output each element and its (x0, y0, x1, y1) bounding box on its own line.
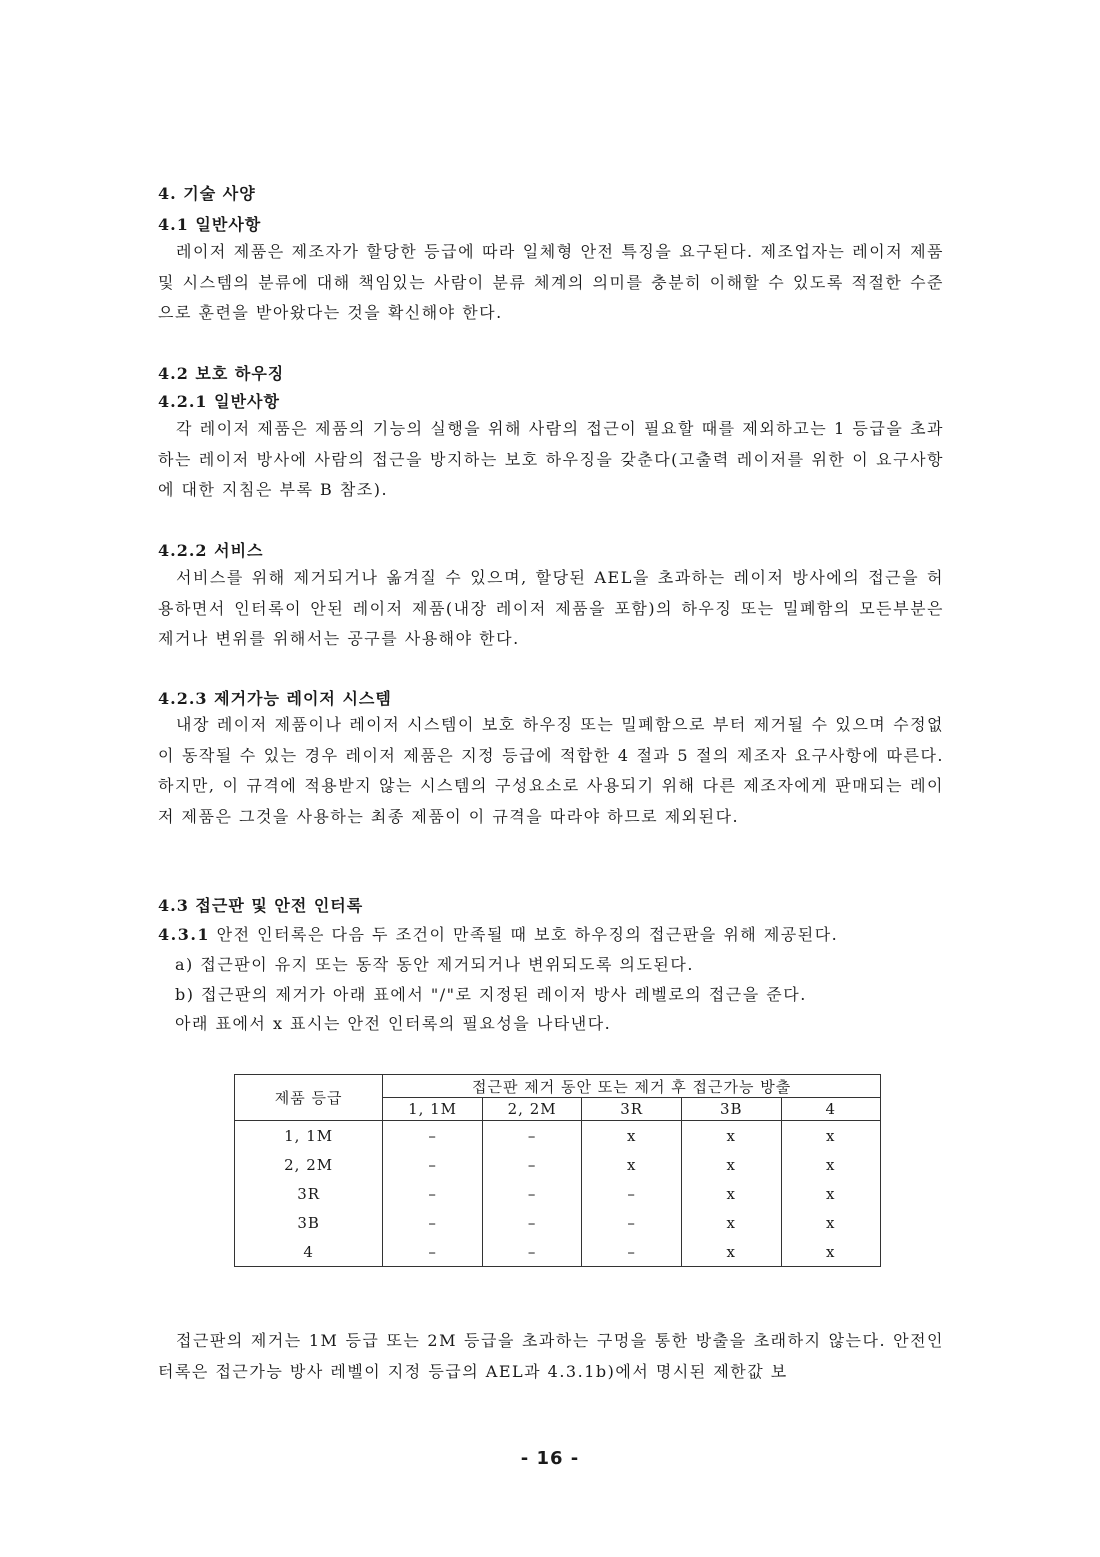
table-row (235, 1208, 881, 1237)
column-header: 2, 2M (482, 1098, 582, 1121)
table-cell: – (482, 1121, 582, 1151)
section-4-2-heading: 4.2 보호 하우징 (158, 364, 285, 383)
table-row (235, 1237, 881, 1267)
table-cell: x (681, 1208, 781, 1237)
table-row (235, 1150, 881, 1179)
table-cell: x (681, 1179, 781, 1208)
table-cell: x (781, 1121, 881, 1151)
table-cell: – (482, 1179, 582, 1208)
table-cell: – (383, 1208, 483, 1237)
row-label: 2, 2M (235, 1150, 383, 1179)
table-cell: – (482, 1237, 582, 1267)
section-4-1-heading: 4.1 일반사항 (158, 215, 262, 234)
section-4-3-1-number: 4.3.1 (158, 925, 211, 944)
row-label: 1, 1M (235, 1121, 383, 1151)
section-4-2-3-body: 내장 레이저 제품이나 레이저 시스템이 보호 하우징 또는 밀폐함으로 부터 제거될 수 있으며 수정없이 동작될 수 있는 경우 레이저 제품은 지정 등급에 적합한 4 절과 5 절의 제조자 요구사항에 따른다. 하지만, 이 규격에 적용받지 않는 시스템의 구성요소로 사용되기 위해 다른 제조자에게 판매되는 레이저 제품은 그것을 사용하는 최종 제품이 이 규격을 따라야 하므로 제외된다. (158, 715, 944, 826)
closing-paragraph: 접근판의 제거는 1M 등급 또는 2M 등급을 초과하는 구멍을 통한 방출을 초래하지 않는다. 안전인터록은 접근가능 방사 레벨이 지정 등급의 AEL과 4.3.1b)에서 명시된 제한값 보 (158, 1331, 944, 1381)
column-group-header: 접근판 제거 동안 또는 제거 후 접근가능 방출 (383, 1075, 881, 1098)
table-cell: – (482, 1208, 582, 1237)
table-cell: x (582, 1150, 682, 1179)
condition-a: a) 접근판이 유지 또는 동작 동안 제거되거나 변위되도록 의도된다. (175, 955, 694, 974)
table-cell: – (383, 1179, 483, 1208)
section-4-3-heading: 4.3 접근판 및 안전 인터록 (158, 896, 364, 915)
row-label: 3R (235, 1179, 383, 1208)
table-cell: x (681, 1121, 781, 1151)
table-note: 아래 표에서 x 표시는 안전 인터록의 필요성을 나타낸다. (175, 1014, 612, 1033)
section-4-3-1-line (158, 922, 838, 945)
column-header: 4 (781, 1098, 881, 1121)
column-header: 1, 1M (383, 1098, 483, 1121)
table-cell: x (582, 1121, 682, 1151)
section-4-2-2-heading: 4.2.2 서비스 (158, 541, 264, 560)
section-4-2-2-body: 서비스를 위해 제거되거나 옮겨질 수 있으며, 할당된 AEL을 초과하는 레이저 방사에의 접근을 허용하면서 인터록이 안된 레이저 제품(내장 레이저 제품을 포함)의 하우징 또는 밀폐함의 모든부분은 제거나 변위를 위해서는 공구를 사용해야 한다. (158, 568, 944, 648)
table-row (235, 1179, 881, 1208)
table-cell: x (781, 1208, 881, 1237)
page-number: - 16 - (520, 1448, 580, 1469)
column-header: 3R (582, 1098, 682, 1121)
table-cell: – (582, 1208, 682, 1237)
table-cell: x (681, 1237, 781, 1267)
table-cell: – (383, 1150, 483, 1179)
section-4-heading: 4. 기술 사양 (158, 184, 256, 203)
table-cell: x (781, 1179, 881, 1208)
table-cell: x (781, 1237, 881, 1267)
interlock-table (234, 1074, 881, 1267)
row-label: 3B (235, 1208, 383, 1237)
row-label: 4 (235, 1237, 383, 1267)
table-cell: – (383, 1121, 483, 1151)
table-row (235, 1121, 881, 1151)
table-cell: x (781, 1150, 881, 1179)
section-4-1-body: 레이저 제품은 제조자가 할당한 등급에 따라 일체형 안전 특징을 요구된다. 제조업자는 레이저 제품 및 시스템의 분류에 대해 책임있는 사람이 분류 체계의 의미를 충분히 이해할 수 있도록 적절한 수준으로 훈련을 받아왔다는 것을 확신해야 한다. (158, 242, 944, 322)
row-header-cell: 제품 등급 (235, 1075, 383, 1121)
table-cell: – (482, 1150, 582, 1179)
section-4-2-1-heading: 4.2.1 일반사항 (158, 392, 280, 411)
table-cell: x (681, 1150, 781, 1179)
section-4-2-1-body: 각 레이저 제품은 제품의 기능의 실행을 위해 사람의 접근이 필요할 때를 제외하고는 1 등급을 초과하는 레이저 방사에 사람의 접근을 방지하는 보호 하우징을 갖춘다(고출력 레이저를 위한 이 요구사항에 대한 지침은 부록 B 참조). (158, 419, 944, 499)
section-4-3-1-text: 안전 인터록은 다음 두 조건이 만족될 때 보호 하우징의 접근판을 위해 제공된다. (210, 925, 839, 944)
table-cell: – (582, 1237, 682, 1267)
section-4-2-3-heading: 4.2.3 제거가능 레이저 시스템 (158, 689, 392, 708)
table-cell: – (582, 1179, 682, 1208)
condition-b: b) 접근판의 제거가 아래 표에서 "/"로 지정된 레이저 방사 레벨로의 접근을 준다. (175, 985, 807, 1004)
table-cell: – (383, 1237, 483, 1267)
column-header: 3B (681, 1098, 781, 1121)
